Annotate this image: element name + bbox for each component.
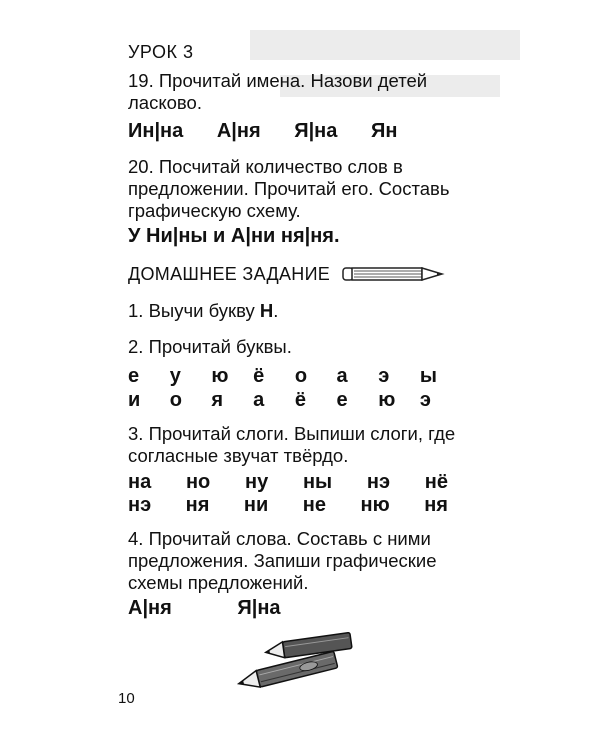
lesson-title: УРОК 3 <box>128 42 194 62</box>
letter: э <box>419 389 431 411</box>
syllables-row-1 <box>128 471 448 494</box>
letters-row-1 <box>128 365 448 388</box>
letter: ю <box>378 389 396 411</box>
highlighted-letter: Н <box>259 300 274 321</box>
task-4-words <box>128 597 281 620</box>
letter: о <box>169 389 182 411</box>
letter: я <box>211 389 224 411</box>
letter: и <box>128 389 141 411</box>
syllable: но <box>185 471 211 493</box>
syllable: ни <box>243 494 269 516</box>
letter: ю <box>211 365 229 387</box>
syllable: нэ <box>366 471 390 493</box>
letters-row-2 <box>128 389 448 412</box>
task-20-sentence: У Ни|ны и А|ни ня|ня. <box>128 225 340 247</box>
letter: о <box>294 365 308 387</box>
letter: ё <box>294 389 306 411</box>
homework-task-4: 4. Прочитай слова. Составь с ними предложения. Запиши графические схемы предложений. <box>128 528 437 593</box>
syllable: ну <box>245 471 269 493</box>
name-word: Ин|на <box>128 120 184 142</box>
task-19-text: 19. Прочитай имена. Назови детей ласково. <box>128 70 428 113</box>
letter: э <box>378 365 390 387</box>
name-word: Я|на <box>294 120 338 142</box>
syllable: ня <box>185 494 210 516</box>
letter: у <box>169 365 181 387</box>
pencil-icon <box>342 265 450 283</box>
syllable: нэ <box>128 494 152 516</box>
syllable: ны <box>302 471 333 493</box>
homework-task-1: 1. Выучи букву Н. <box>128 300 279 321</box>
homework-task-3: 3. Прочитай слоги. Выпиши слоги, где согласные звучат твёрдо. <box>128 423 456 466</box>
task-20-text: 20. Посчитай количество слов в предложении. Прочитай его. Составь графическую схему. <box>128 156 450 221</box>
syllable: на <box>128 471 152 493</box>
letter: а <box>336 365 348 387</box>
syllable: ню <box>360 494 390 516</box>
word: Я|на <box>237 597 281 619</box>
task-19-names <box>128 120 425 143</box>
letter: е <box>128 365 140 387</box>
letter: ё <box>253 365 265 387</box>
pencils-icon <box>232 632 362 694</box>
syllable: не <box>302 494 326 516</box>
homework-task-2: 2. Прочитай буквы. <box>128 336 292 357</box>
letter: а <box>253 389 265 411</box>
name-word: А|ня <box>216 120 261 142</box>
letter: е <box>336 389 348 411</box>
word: А|ня <box>128 597 172 619</box>
letter: ы <box>419 365 438 387</box>
syllable: ня <box>424 494 448 516</box>
name-word: Ян <box>370 120 398 142</box>
homework-title: ДОМАШНЕЕ ЗАДАНИЕ <box>128 264 331 284</box>
page-number: 10 <box>118 690 135 707</box>
syllables-row-2 <box>128 494 448 517</box>
syllable: нё <box>424 471 448 493</box>
